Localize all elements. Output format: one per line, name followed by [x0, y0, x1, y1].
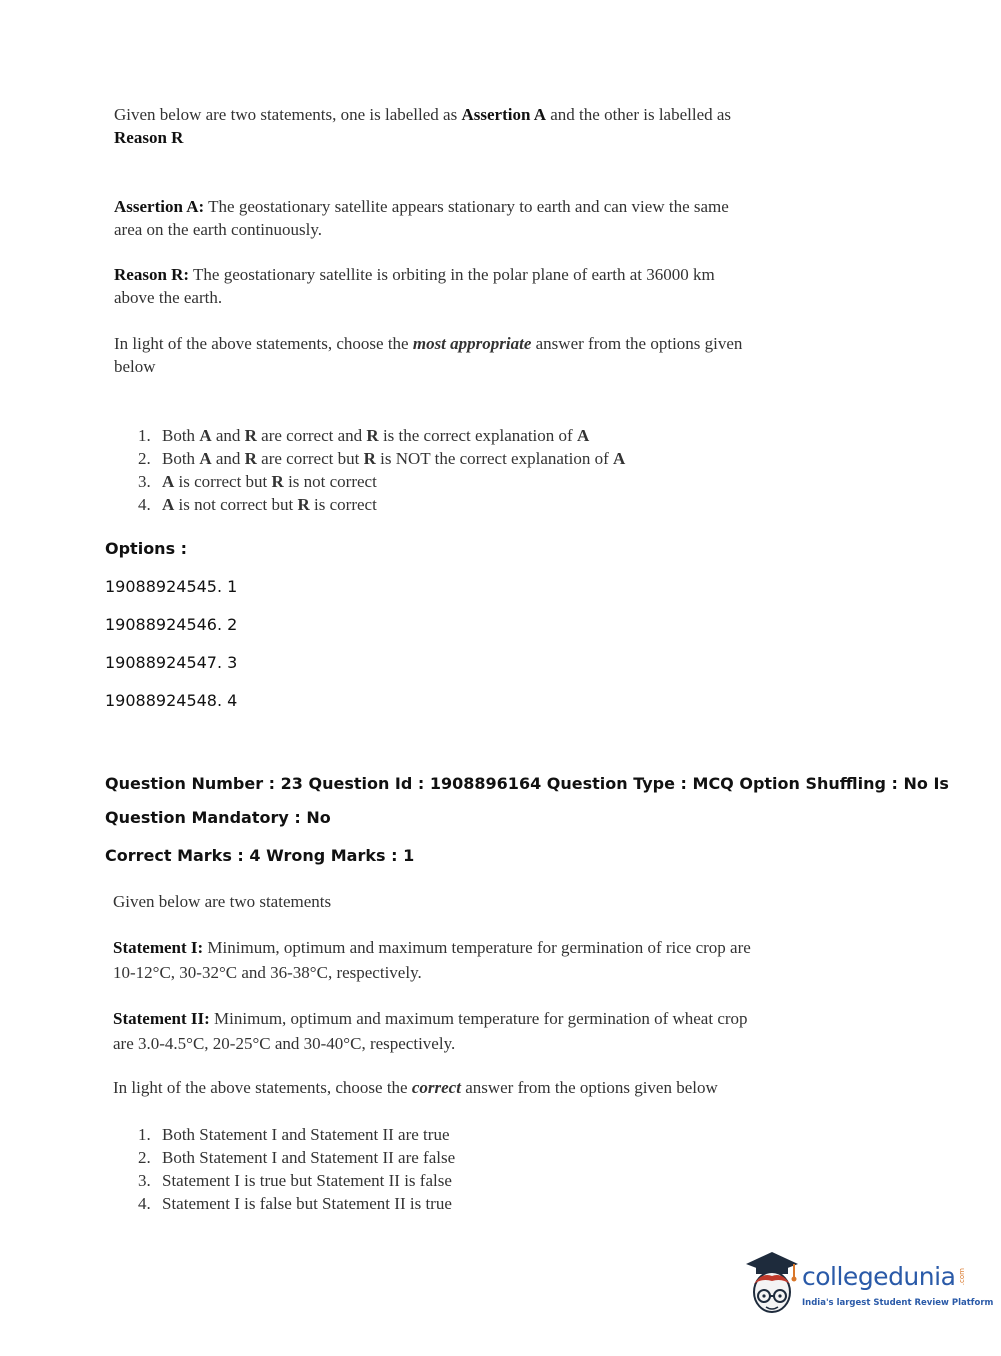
logo-domain: .com — [958, 1268, 966, 1286]
options-heading: Options : — [105, 539, 188, 558]
q23-choice-list — [138, 1123, 455, 1215]
option-item: 19088924545. 1 — [105, 577, 238, 596]
q23-meta-line2: Question Mandatory : No — [105, 808, 331, 827]
mascot-icon — [742, 1250, 800, 1320]
option-item: 19088924548. 4 — [105, 691, 238, 710]
logo-wordmark: collegedunia — [802, 1262, 956, 1291]
q23-choice-2: 2. Both Statement I and Statement II are false — [138, 1148, 456, 1167]
q22-choice-2: 2. Both A and R are correct but R is NOT the correct explanation of A — [138, 449, 626, 468]
q22-choice-3: 3. A is correct but R is not correct — [138, 472, 377, 491]
q23-statement-2: Statement II: Minimum, optimum and maximum temperature for germination of wheat crop are 3.0-4.5°C, 20-25°C and 30-40°C, respectively. — [113, 1009, 748, 1053]
logo-tagline: India's largest Student Review Platform — [802, 1298, 994, 1308]
collegedunia-logo — [742, 1250, 994, 1320]
q22-assertion: Assertion A: The geostationary satellite appears stationary to earth and can view the same area on the earth continuously. — [114, 197, 729, 239]
q22-choice-1: 1. Both A and R are correct and R is the correct explanation of A — [138, 426, 590, 445]
q23-intro: Given below are two statements — [113, 892, 332, 911]
q22-instruction: In light of the above statements, choose the most appropriate answer from the options given below — [114, 334, 743, 376]
option-item: 19088924547. 3 — [105, 653, 238, 672]
option-item: 19088924546. 2 — [105, 615, 238, 634]
q23-marks: Correct Marks : 4 Wrong Marks : 1 — [105, 846, 415, 865]
q23-choice-1: 1. Both Statement I and Statement II are true — [138, 1125, 450, 1144]
q22-intro: Given below are two statements, one is labelled as Assertion A and the other is labelled as Reason R — [114, 105, 732, 147]
q23-choice-4: 4. Statement I is false but Statement II is true — [138, 1194, 452, 1213]
q22-choice-4: 4. A is not correct but R is correct — [138, 495, 377, 514]
q23-statement-1: Statement I: Minimum, optimum and maximum temperature for germination of rice crop are 10-12°C, 30-32°C and 36-38°C, respectively. — [113, 938, 751, 982]
q22-choice-list — [138, 424, 625, 516]
q22-reason: Reason R: The geostationary satellite is orbiting in the polar plane of earth at 36000 km above the earth. — [114, 265, 715, 307]
q23-meta-line1: Question Number : 23 Question Id : 1908896164 Question Type : MCQ Option Shuffling : No Is — [105, 774, 949, 793]
q23-instruction: In light of the above statements, choose the correct answer from the options given below — [113, 1078, 718, 1097]
q23-choice-3: 3. Statement I is true but Statement II is false — [138, 1171, 452, 1190]
